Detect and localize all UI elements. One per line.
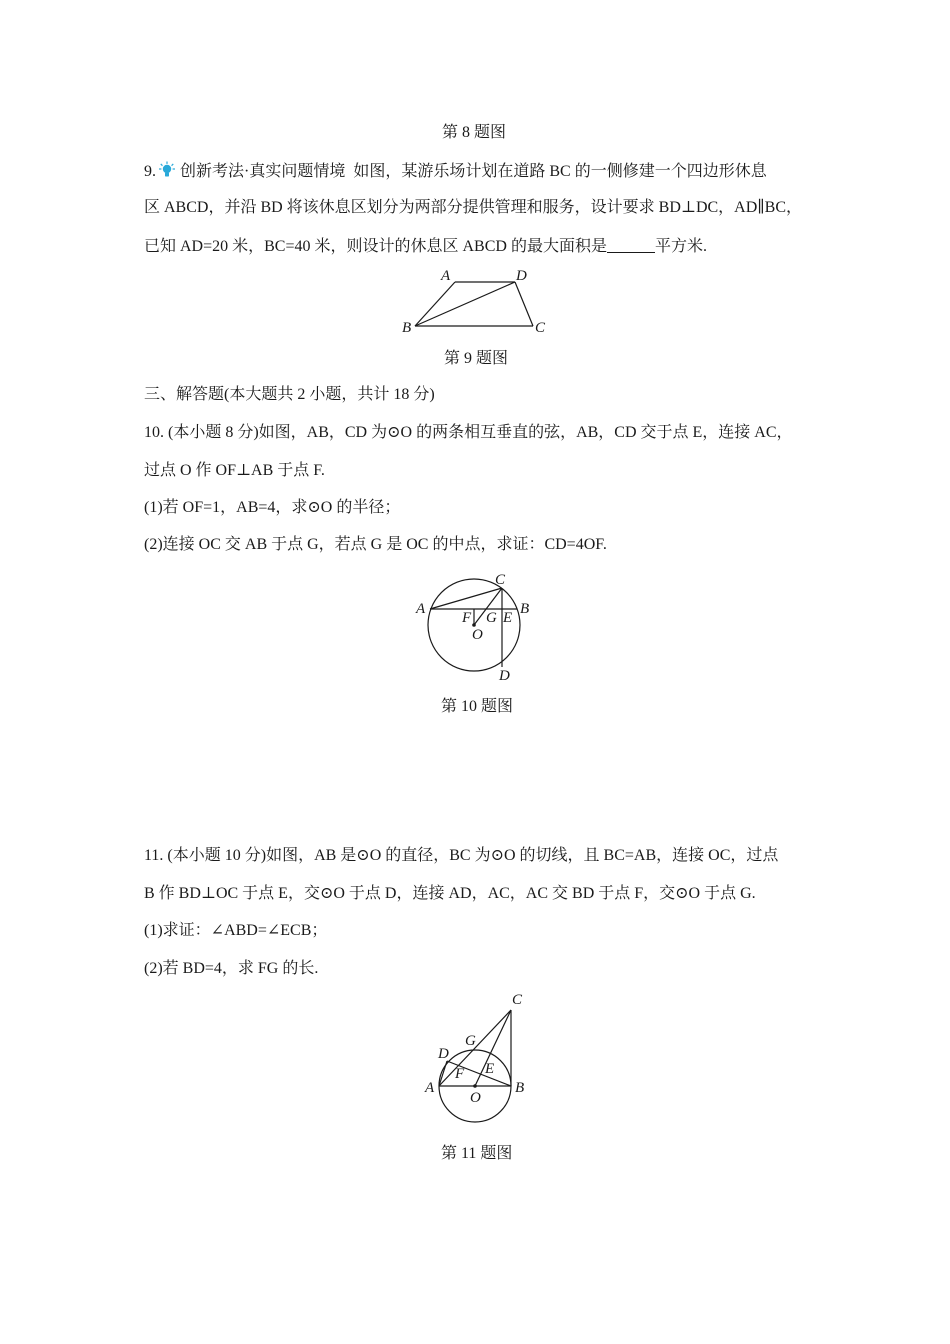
question-10-part-2: (2)连接 OC 交 AB 于点 G，若点 G 是 OC 的中点，求证：CD=4OF. (144, 536, 607, 553)
label-B: B (520, 601, 530, 617)
question-9-text-3: 已知 AD=20 米，BC=40 米，则设计的休息区 ABCD 的最大面积是 (144, 238, 607, 255)
question-10-line-2: 过点 O 作 OF⊥AB 于点 F. (144, 462, 325, 479)
figure-11-caption: 第 11 题图 (441, 1145, 513, 1162)
label-E: E (485, 1061, 495, 1077)
answer-blank[interactable] (607, 238, 655, 253)
question-9-number: 9. (144, 163, 156, 180)
figure-8-caption: 第 8 题图 (442, 124, 507, 141)
label-A: A (416, 601, 426, 617)
section-3-heading: 三、解答题(本大题共 2 小题，共计 18 分) (144, 386, 435, 403)
figure-11-circle (415, 990, 545, 1120)
label-D: D (499, 668, 510, 684)
figure-10-caption: 第 10 题图 (441, 698, 514, 715)
label-B: B (515, 1080, 525, 1096)
figure-10-circle (410, 568, 550, 688)
label-E: E (503, 610, 513, 626)
question-10-line-1: 10. (本小题 8 分)如图，AB，CD 为⊙O 的两条相互垂直的弦，AB，CD 交于点 E，连接 AC， (144, 424, 793, 441)
label-O: O (472, 627, 483, 643)
figure-9-caption: 第 9 题图 (444, 350, 509, 367)
label-C: C (512, 992, 523, 1008)
question-9-line-3 (144, 237, 707, 257)
label-A: A (441, 268, 451, 284)
question-9-unit: 平方米. (654, 238, 707, 255)
label-D: D (516, 268, 527, 284)
lightbulb-icon (158, 161, 176, 179)
question-9-text-1: 如图，某游乐场计划在道路 BC 的一侧修建一个四边形休息 (353, 163, 767, 180)
label-O: O (470, 1090, 481, 1106)
question-11-line-1: 11. (本小题 10 分)如图，AB 是⊙O 的直径，BC 为⊙O 的切线，且 BC=AB，连接 OC，过点 (144, 847, 779, 864)
label-A: A (425, 1080, 435, 1096)
label-C: C (535, 320, 546, 336)
label-D: D (438, 1046, 449, 1062)
question-9-line-2: 区 ABCD，并沿 BD 将该休息区划分为两部分提供管理和服务，设计要求 BD⊥DC，AD∥BC， (144, 199, 803, 216)
label-B: B (402, 320, 412, 336)
label-C: C (495, 572, 506, 588)
question-9-line-1 (144, 161, 767, 182)
question-11-line-2: B 作 BD⊥OC 于点 E，交⊙O 于点 D，连接 AD，AC，AC 交 BD 于点 F，交⊙O 于点 G. (144, 885, 756, 902)
label-G: G (486, 610, 497, 626)
question-11-part-1: (1)求证：∠ABD=∠ECB； (144, 922, 328, 939)
question-9-tag: 创新考法·真实问题情境 (180, 163, 346, 180)
label-G: G (465, 1033, 476, 1049)
question-11-part-2: (2)若 BD=4，求 FG 的长. (144, 960, 319, 977)
label-F: F (462, 610, 472, 626)
figure-9-trapezoid (395, 262, 555, 342)
label-F: F (455, 1066, 465, 1082)
question-10-part-1: (1)若 OF=1，AB=4，求⊙O 的半径； (144, 499, 401, 516)
